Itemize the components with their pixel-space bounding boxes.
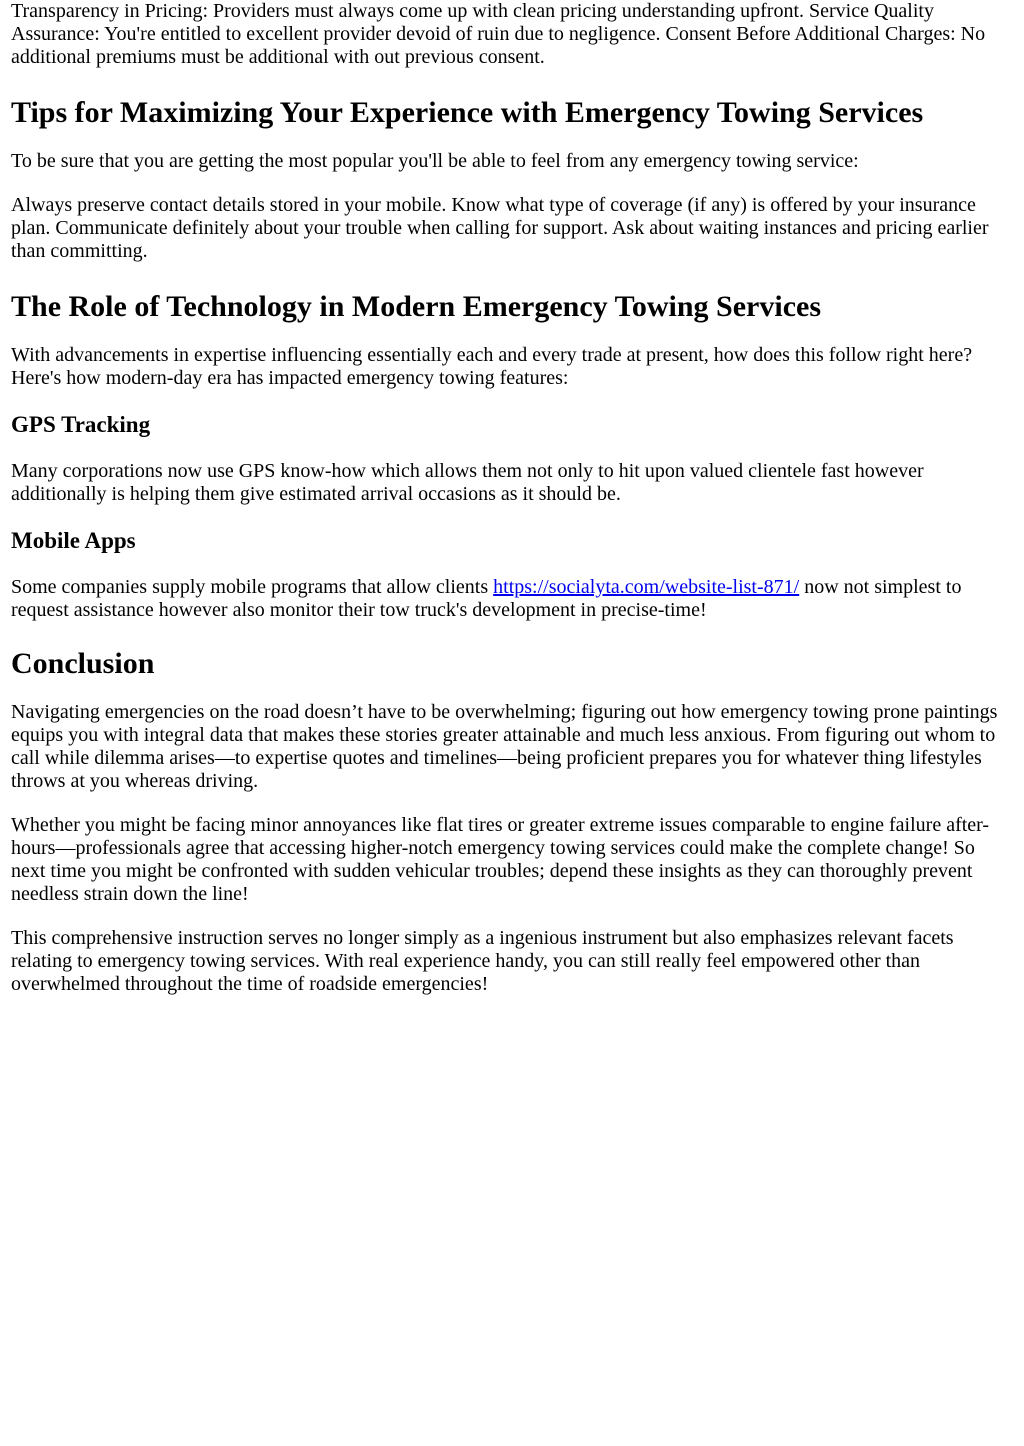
conclusion-paragraph-1: Navigating emergencies on the road doesn’t have to be overwhelming; figuring out how emergency towing prone paintings equips you with integral data that makes these stories greater attainable and much less anxious. From figuring out whom to call while dilemma arises—to expertise quotes and timelines—being proficient prepares you for whatever thing lifestyles throws at you whereas driving. xyxy=(11,701,998,792)
conclusion-heading: Conclusion xyxy=(11,647,155,680)
conclusion-paragraph-3: This comprehensive instruction serves no longer simply as a ingenious instrument but also emphasizes relevant facets relating to emergency towing services. With real experience handy, you can still really feel empowered other than overwhelmed throughout the time of roadside emergencies! xyxy=(11,927,954,995)
mobile-apps-paragraph xyxy=(11,576,1014,622)
mobile-apps-heading: Mobile Apps xyxy=(11,528,136,553)
tips-heading: Tips for Maximizing Your Experience with Emergency Towing Services xyxy=(11,96,924,129)
mobile-apps-text-before: Some companies supply mobile programs that allow clients xyxy=(11,576,494,598)
tips-paragraph-1: To be sure that you are getting the most popular you'll be able to feel from any emergency towing service: xyxy=(11,150,859,172)
conclusion-paragraph-2: Whether you might be facing minor annoyances like flat tires or greater extreme issues comparable to engine failure after-hours—professionals agree that accessing higher-notch emergency towing services could make the complete change! So next time you might be confronted with sudden vehicular troubles; depend these insights as they can thoroughly prevent needless strain down the line! xyxy=(11,814,990,905)
technology-heading: The Role of Technology in Modern Emergency Towing Services xyxy=(11,290,821,323)
intro-paragraph: Transparency in Pricing: Providers must always come up with clean pricing understanding upfront. Service Quality Assurance: You're entitled to excellent provider devoid of ruin due to negligence. Consent Before Additional Charges: No additional premiums must be additional with out previous consent. xyxy=(11,0,986,68)
technology-paragraph: With advancements in expertise influencing essentially each and every trade at present, how does this follow right here? Here's how modern-day era has impacted emergency towing features: xyxy=(11,344,973,389)
socialyta-link[interactable]: https://socialyta.com/website-list-871/ xyxy=(493,576,800,598)
gps-tracking-heading: GPS Tracking xyxy=(11,412,151,437)
gps-tracking-paragraph: Many corporations now use GPS know-how which allows them not only to hit upon valued clientele fast however additionally is helping them give estimated arrival occasions as it should be. xyxy=(11,460,924,505)
mobile-apps-text-after: now not simplest to request assistance however also monitor their tow truck's development in precise-time! xyxy=(11,576,962,621)
tips-paragraph-2: Always preserve contact details stored in your mobile. Know what type of coverage (if any) is offered by your insurance plan. Communicate definitely about your trouble when calling for support. Ask about waiting instances and pricing earlier than committing. xyxy=(11,194,989,262)
